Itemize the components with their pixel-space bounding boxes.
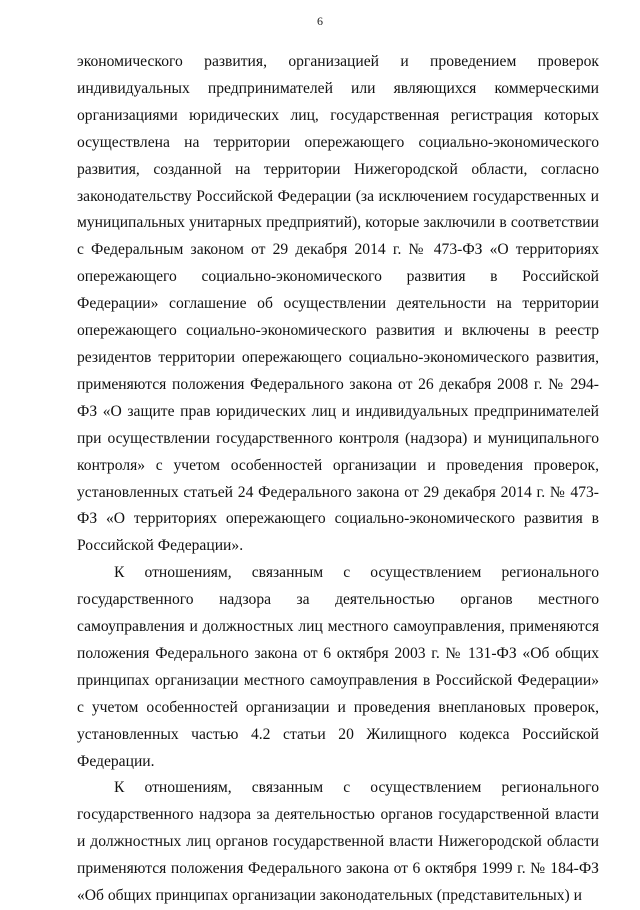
paragraph-state-authorities: К отношениям, связанным с осуществлением регионального государственного надзора за деятельностью органов государственной власти и должностных лиц органов государственной власти Нижегородской области применяются положения Федерального закона от 6 октября 1999 г. № 184-ФЗ «Об общих принципах организации законодательных (представительных) и	[77, 779, 599, 905]
paragraph-local-self-government: К отношениям, связанным с осуществлением регионального государственного надзора за деятельностью органов местного самоуправления и должностных лиц местного самоуправления, применяются положения Федерального закона от 6 октября 2003 г. № 131-ФЗ «Об общих принципах организации местного самоуправления в Российской Федерации» с учетом особенностей организации и проведения внеплановых проверок, установленных частью 4.2 статьи 20 Жилищного кодекса Российской Федерации.	[77, 564, 599, 770]
paragraph-continued: экономического развития, организацией и проведением проверок индивидуальных предпринимателей или являющихся коммерческими организациями юридических лиц, государственная регистрация которых осуществлена на территории опережающего социально-экономического развития, созданной на территории Нижегородской области, согласно законодательству Российской Федерации (за исключением государственных и муниципальных унитарных предприятий), которые заключили в соответствии с Федеральным законом от 29 декабря 2014 г. № 473-ФЗ «О территориях опережающего социально-экономического развития в Российской Федерации» соглашение об осуществлении деятельности на территории опережающего социально-экономического развития и включены в реестр резидентов территории опережающего социально-экономического развития, применяются положения Федерального закона от 26 декабря 2008 г. № 294-ФЗ «О защите прав юридических лиц и индивидуальных предпринимателей при осуществлении государственного контроля (надзора) и муниципального контроля» с учетом особенностей организации и проведения проверок, установленных статьей 24 Федерального закона от 29 декабря 2014 г. № 473-ФЗ «О территориях опережающего социально-экономического развития в Российской Федерации».	[77, 53, 599, 555]
document-body	[77, 49, 599, 910]
page-number: 6	[317, 14, 323, 28]
